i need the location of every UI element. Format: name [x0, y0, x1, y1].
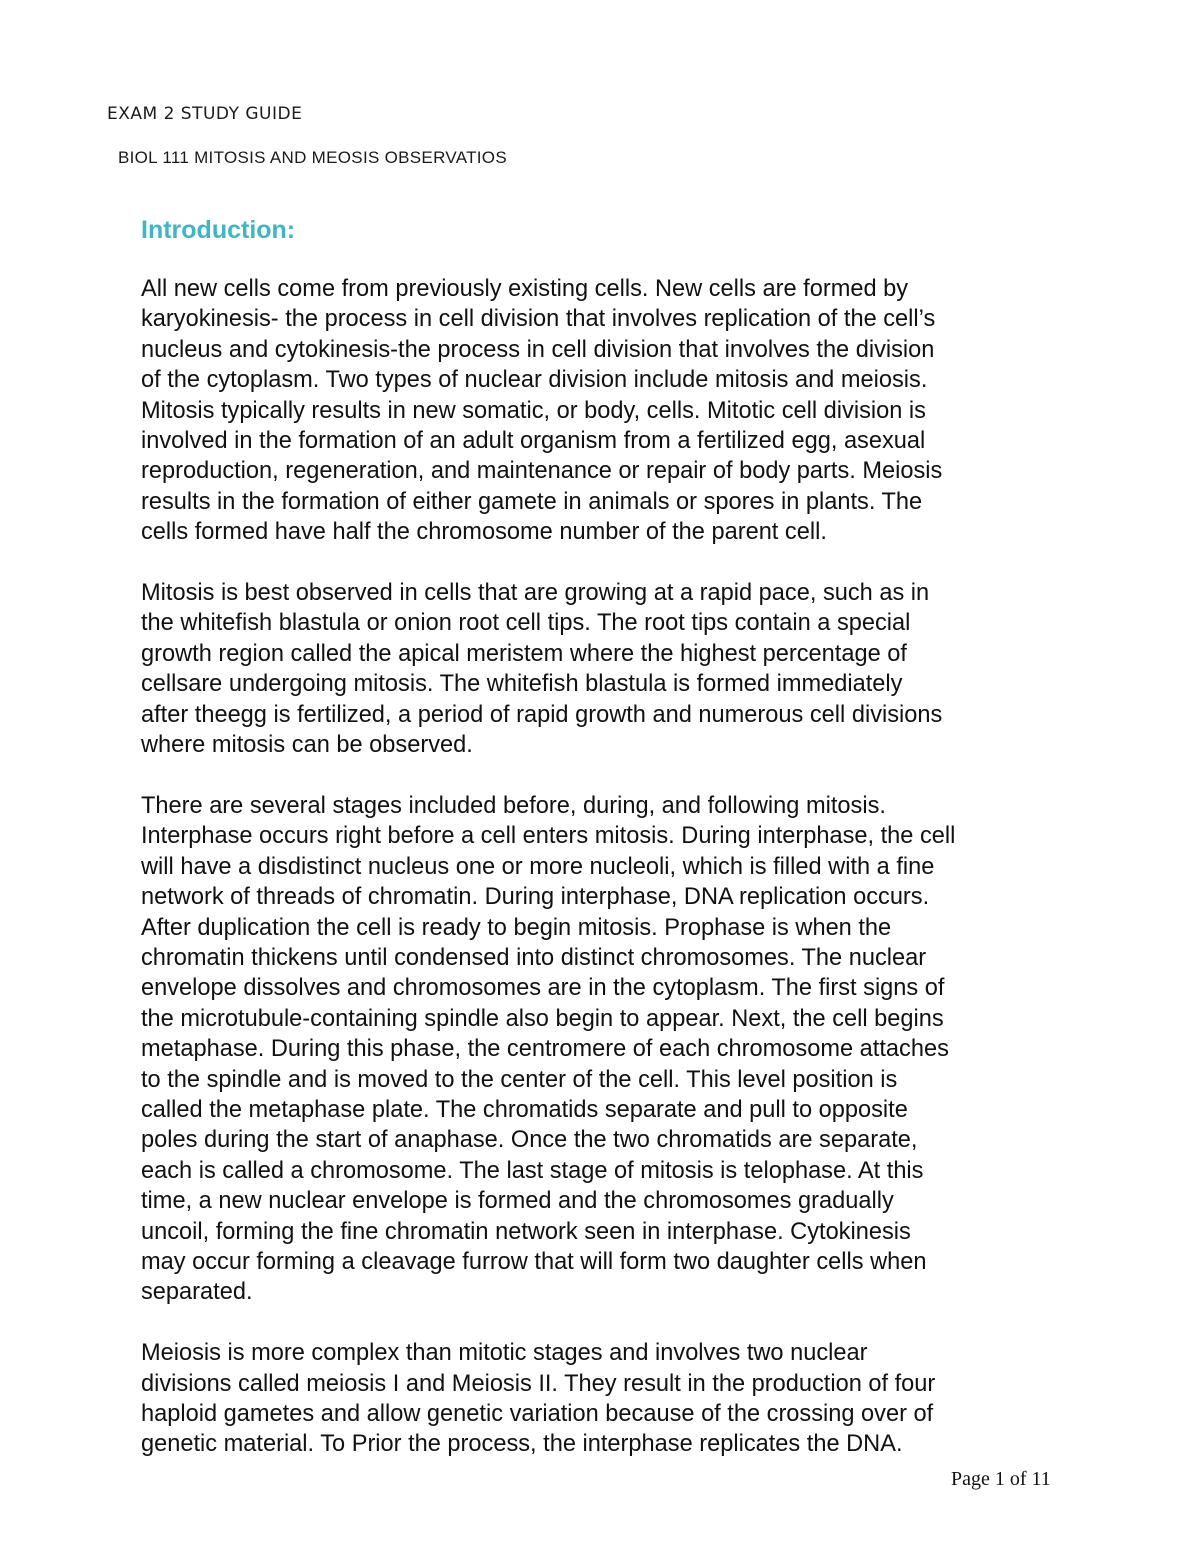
body-text: [141, 274, 1076, 1460]
text-line: cells formed have half the chromosome number of the parent cell.: [141, 519, 827, 546]
text-line: karyokinesis- the process in cell division that involves replication of the cell’s: [141, 306, 936, 333]
text-line: involved in the formation of an adult organism from a fertilized egg, asexual: [141, 428, 926, 455]
text-line: genetic material. To Prior the process, the interphase replicates the DNA.: [141, 1431, 903, 1458]
text-line: of the cytoplasm. Two types of nuclear division include mitosis and meiosis.: [141, 367, 928, 394]
paragraph: [141, 791, 1076, 1308]
text-line: growth region called the apical meristem where the highest percentage of: [141, 640, 907, 667]
course-title: BIOL 111 MITOSIS AND MEOSIS OBSERVATIOS: [118, 148, 507, 167]
text-line: chromatin thickens until condensed into distinct chromosomes. The nuclear: [141, 944, 927, 971]
text-line: Mitosis typically results in new somatic, or body, cells. Mitotic cell division is: [141, 397, 926, 424]
paragraph: [141, 578, 1076, 760]
page-number: Page 1 of 11: [951, 1468, 1051, 1490]
text-line: network of threads of chromatin. During interphase, DNA replication occurs.: [141, 884, 930, 911]
document-title: EXAM 2 STUDY GUIDE: [107, 104, 303, 124]
text-line: envelope dissolves and chromosomes are in the cytoplasm. The first signs of: [141, 975, 945, 1002]
text-line: Mitosis is best observed in cells that are growing at a rapid pace, such as in: [141, 580, 930, 607]
text-line: There are several stages included before, during, and following mitosis.: [141, 792, 886, 819]
text-line: cellsare undergoing mitosis. The whitefish blastula is formed immediately: [141, 671, 903, 698]
text-line: poles during the start of anaphase. Once the two chromatids are separate,: [141, 1127, 918, 1154]
text-line: reproduction, regeneration, and maintenance or repair of body parts. Meiosis: [141, 458, 943, 485]
text-line: divisions called meiosis I and Meiosis II. They result in the production of four: [141, 1370, 936, 1397]
text-line: time, a new nuclear envelope is formed and the chromosomes gradually: [141, 1188, 894, 1215]
text-line: where mitosis can be observed.: [141, 732, 473, 759]
text-line: to the spindle and is moved to the center of the cell. This level position is: [141, 1066, 898, 1093]
text-line: separated.: [141, 1279, 253, 1306]
text-line: called the metaphase plate. The chromatids separate and pull to opposite: [141, 1096, 908, 1123]
section-heading: Introduction:: [141, 216, 296, 244]
text-line: the whitefish blastula or onion root cell tips. The root tips contain a special: [141, 610, 911, 637]
text-line: each is called a chromosome. The last stage of mitosis is telophase. At this: [141, 1157, 924, 1184]
text-line: the microtubule-containing spindle also begin to appear. Next, the cell begins: [141, 1005, 944, 1032]
text-line: All new cells come from previously existing cells. New cells are formed by: [141, 276, 909, 302]
text-line: nucleus and cytokinesis-the process in cell division that involves the division: [141, 336, 935, 363]
text-line: After duplication the cell is ready to begin mitosis. Prophase is when the: [141, 914, 892, 941]
text-line: will have a disdistinct nucleus one or more nucleoli, which is filled with a fine: [141, 853, 935, 880]
text-line: may occur forming a cleavage furrow that will form two daughter cells when: [141, 1248, 927, 1275]
text-line: Meiosis is more complex than mitotic stages and involves two nuclear: [141, 1340, 868, 1367]
text-line: Interphase occurs right before a cell enters mitosis. During interphase, the cell: [141, 823, 956, 850]
paragraph: [141, 274, 1076, 548]
text-line: results in the formation of either gamete in animals or spores in plants. The: [141, 488, 923, 515]
text-line: uncoil, forming the fine chromatin network seen in interphase. Cytokinesis: [141, 1218, 911, 1245]
text-line: after theegg is fertilized, a period of rapid growth and numerous cell divisions: [141, 701, 943, 728]
text-line: metaphase. During this phase, the centromere of each chromosome attaches: [141, 1036, 949, 1063]
text-line: haploid gametes and allow genetic variation because of the crossing over of: [141, 1400, 934, 1427]
paragraph: [141, 1338, 1076, 1460]
